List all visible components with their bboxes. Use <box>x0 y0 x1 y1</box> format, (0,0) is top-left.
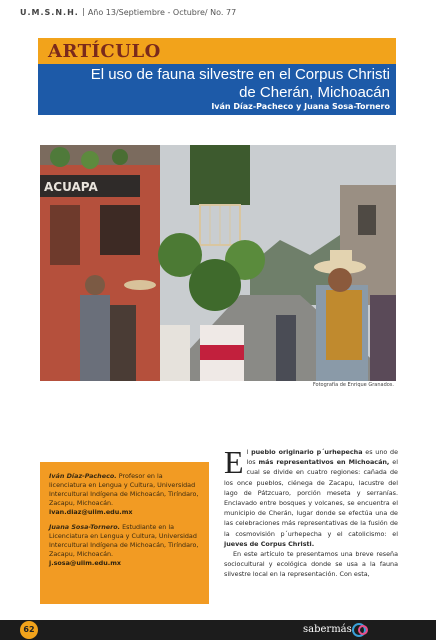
festival-photo <box>40 145 396 381</box>
issue-info: Año 13/Septiembre - Octubre/ No. 77 <box>87 8 237 17</box>
drop-cap: E <box>224 444 244 480</box>
photo-credit: Fotografía de Enrique Granados. <box>312 382 394 388</box>
author2-text: Estudiante en la Licenciatura en Lengua y Cultura, Universidad Intercultural Indígena de Michoacán, Tiríndaro, Zacapu, Michoacán. <box>49 523 199 558</box>
header-divider <box>83 8 84 16</box>
article-title-line1: El uso de fauna silvestre en el Corpus Christi <box>90 66 390 83</box>
article-authors: Iván Díaz-Pacheco y Juana Sosa-Tornero <box>211 102 390 111</box>
section-tag: ARTÍCULO <box>48 41 161 62</box>
festival-photo-illustration <box>40 145 396 381</box>
running-header <box>20 8 236 17</box>
magazine-logo: sabermás <box>303 624 352 635</box>
body-bold: jueves de Corpus Christi. <box>224 539 315 548</box>
article-title <box>60 66 390 102</box>
body-bold: más representativos en Michoacán, <box>258 458 390 467</box>
institution-name: U.M.S.N.H. <box>20 8 79 17</box>
body-text: el cual se divide en cuatro regiones: cañada de los once pueblos, ciénega de Zacapu, lacustre del lago de Pátzcuaro, porción meseta y serranías. Enclavado entre bosques y volcanes, se encuentra el municipio de Cherán, lugar donde se efectúa una de las celebraciones más representativas de la fusión de la cosmovisión p´urhepecha y el catolicismo: el <box>224 458 398 538</box>
body-text: l <box>246 448 252 456</box>
logo-ring-icon-2 <box>358 625 368 635</box>
page-number: 62 <box>20 621 38 639</box>
body-paragraph-1 <box>224 444 399 549</box>
author1-name: Iván Díaz-Pacheco. <box>49 472 117 480</box>
author2-name: Juana Sosa-Tornero. <box>49 523 121 531</box>
page-footer <box>0 620 436 640</box>
body-paragraph-2: En este artículo te presentamos una breve reseña sociocultural y ecológica donde se usa a la fauna silvestre local en la representación. Con esta, <box>224 550 398 579</box>
author1-email[interactable]: ivan.diaz@uiim.edu.mx <box>49 508 133 516</box>
shop-sign: ACUAPA <box>44 180 98 194</box>
author-bio-box <box>40 462 209 604</box>
body-text: es uno de los <box>246 448 399 467</box>
author2-email[interactable]: j.sosa@uiim.edu.mx <box>49 559 122 567</box>
author1-bio <box>49 472 199 517</box>
body-bold: pueblo originario p´urhepecha <box>251 448 363 456</box>
article-title-line2: de Cherán, Michoacán <box>239 84 390 101</box>
author1-text: Profesor en la licenciatura en Lengua y Cultura, Universidad Intercultural Indígena de Michoacán, Tiríndaro, Zacapu, Michoacán. <box>49 472 199 507</box>
author2-bio <box>49 523 199 568</box>
article-body <box>224 444 399 580</box>
